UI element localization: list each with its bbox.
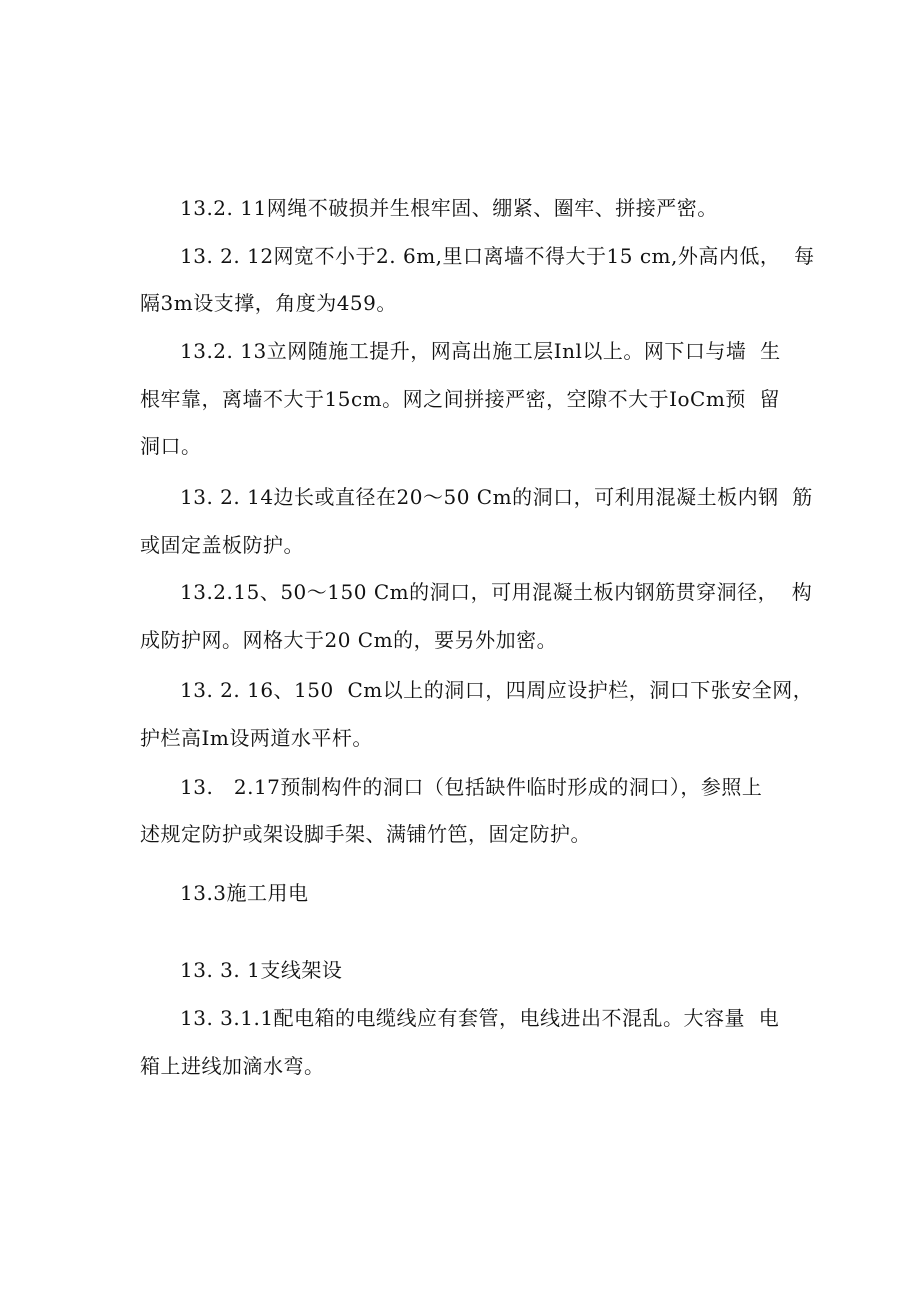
clause-13-2-13-line-3: 洞口。 bbox=[140, 434, 202, 458]
clause-13-3-1-1-line-2: 箱上进线加滴水弯。 bbox=[140, 1054, 325, 1078]
clause-13-2-13-line-1: 13.2. 13立网随施工提升，网高出施工层Inl以上。网下口与墙 生 bbox=[180, 339, 781, 363]
clause-13-2-13-line-2: 根牢靠，离墙不大于15cm。网之间拼接严密，空隙不大于IoCm预 留 bbox=[140, 387, 781, 411]
clause-13-2-15-line-1: 13.2.15、50～150 Cm的洞口，可用混凝土板内钢筋贯穿洞径， 构 bbox=[180, 580, 813, 604]
clause-13-3-1-1-line-1: 13. 3.1.1配电箱的电缆线应有套管，电线进出不混乱。大容量 电 bbox=[180, 1006, 780, 1030]
clause-13-2-14-line-1: 13. 2. 14边长或直径在20～50 Cm的洞口，可利用混凝土板内钢 筋 bbox=[180, 485, 813, 509]
clause-13-2-11: 13.2. 11网绳不破损并生根牢固、绷紧、圈牢、拼接严密。 bbox=[180, 196, 718, 220]
clause-13-2-15-line-2: 成防护网。网格大于20 Cm的，要另外加密。 bbox=[140, 628, 558, 652]
clause-13-2-16-line-1: 13. 2. 16、150 Cm以上的洞口，四周应设护栏，洞口下张安全网， bbox=[180, 678, 814, 702]
clause-13-2-16-line-2: 护栏高Im设两道水平杆。 bbox=[140, 726, 373, 750]
clause-13-2-12-line-2: 隔3m设支撑，角度为459。 bbox=[140, 291, 397, 315]
clause-13-2-14-line-2: 或固定盖板防护。 bbox=[140, 533, 304, 557]
clause-13-2-12-line-1: 13. 2. 12网宽不小于2. 6m,里口离墙不得大于15 cm,外高内低， 每 bbox=[180, 244, 815, 268]
section-13-3-1-heading: 13. 3. 1支线架设 bbox=[180, 958, 343, 982]
clause-13-2-17-line-2: 述规定防护或架设脚手架、满铺竹笆，固定防护。 bbox=[140, 822, 591, 846]
clause-13-2-17-line-1: 13. 2.17预制构件的洞口（包括缺件临时形成的洞口），参照上 bbox=[180, 775, 763, 799]
section-13-3-heading: 13.3施工用电 bbox=[180, 881, 309, 905]
